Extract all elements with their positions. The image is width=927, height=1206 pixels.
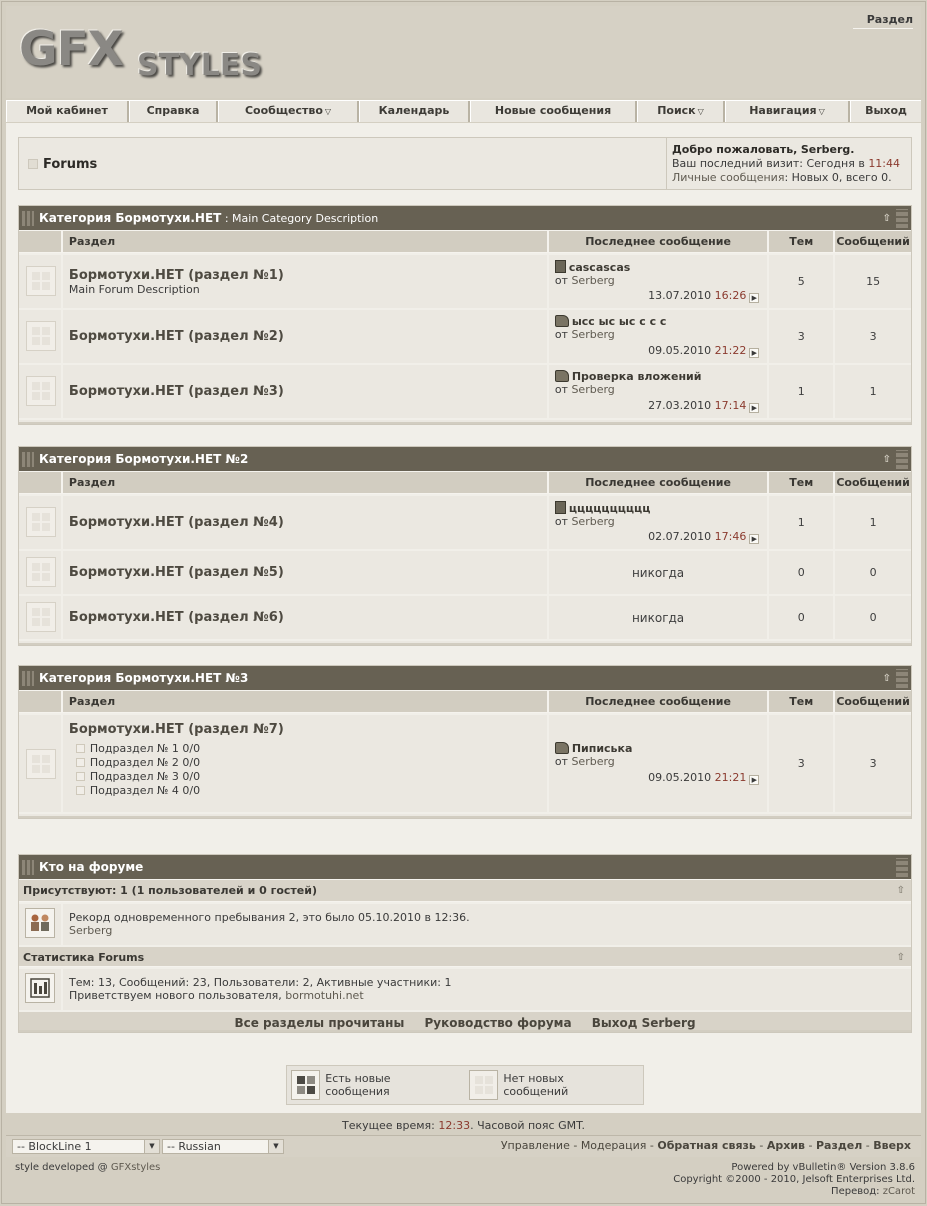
header-threads: Тем — [769, 691, 835, 712]
language-select[interactable] — [162, 1139, 284, 1154]
last-post-cell — [549, 255, 770, 308]
last-post-never: никогда — [549, 551, 770, 594]
posts-count: 1 — [835, 365, 911, 418]
category-description: : Main Category Description — [221, 212, 379, 225]
subforum-item[interactable] — [76, 784, 547, 798]
page — [1, 1, 926, 1204]
new-user-link[interactable]: bormotuhi.net — [285, 989, 364, 1002]
category-footer — [19, 812, 911, 818]
doc-icon — [555, 501, 566, 514]
navbar-welcome-box — [18, 137, 912, 190]
header-forum: Раздел — [63, 472, 549, 493]
forum-status-cell — [19, 715, 63, 812]
category-footer — [19, 639, 911, 645]
powered-by: Powered by vBulletin® Version 3.8.6 — [731, 1162, 915, 1173]
posts-count: 15 — [835, 255, 911, 308]
welcome-username[interactable]: Serberg — [800, 143, 851, 156]
posts-count: 1 — [835, 496, 911, 549]
header-last-post: Последнее сообщение — [549, 231, 770, 252]
category-footer — [19, 418, 911, 424]
last-post-author[interactable]: Serberg — [571, 515, 615, 528]
moderation-link[interactable]: Модерация — [580, 1139, 647, 1152]
nav-new-posts[interactable] — [470, 101, 637, 122]
new-posts-icon — [291, 1070, 320, 1100]
forum-status-cell — [19, 496, 63, 549]
posts-count: 3 — [835, 310, 911, 363]
collapse-icon[interactable]: ⇧ — [896, 952, 905, 963]
forum-title-link[interactable]: Бормотухи.НЕТ (раздел №1) — [68, 268, 284, 283]
forum-actions-bar — [19, 1010, 911, 1032]
present-count[interactable]: Присутствуют: 1 (1 пользователей и 0 гостей) — [23, 884, 317, 897]
subforum-item[interactable] — [76, 756, 547, 770]
stats-header — [19, 945, 911, 967]
timezone-label: . Часовой пояс GMT. — [470, 1119, 585, 1132]
whos-online-title[interactable]: Кто на форуме — [39, 860, 144, 874]
last-post-cell — [549, 310, 770, 363]
header-posts: Сообщений — [836, 476, 910, 489]
no-new-posts-icon — [469, 1070, 498, 1100]
dropdown-arrow-icon: ▽ — [324, 107, 332, 116]
separator: - — [646, 1139, 658, 1152]
doc-icon — [555, 260, 566, 273]
forum-row — [19, 363, 911, 418]
top-section-link[interactable]: Раздел — [853, 13, 913, 29]
style-credit-prefix: style developed @ — [15, 1162, 108, 1173]
go-to-post-icon[interactable]: ▶ — [749, 534, 759, 544]
dropdown-arrow-icon: ▽ — [818, 107, 825, 116]
by-label: от — [554, 328, 568, 341]
nav-label: Навигация — [749, 104, 817, 117]
posts-count: 0 — [835, 551, 911, 594]
forum-title-link[interactable]: Бормотухи.НЕТ (раздел №5) — [68, 565, 284, 580]
subforum-label: Подраздел № 1 0/0 — [89, 742, 201, 755]
go-to-post-icon[interactable]: ▶ — [749, 775, 759, 785]
forum-status-cell — [19, 596, 63, 639]
last-post-title[interactable]: Проверка вложений — [571, 370, 702, 383]
last-post-date: 09.05.2010 — [648, 344, 712, 357]
forum-description: Main Forum Description — [68, 283, 200, 296]
no-new-posts-label: Нет новых сообщений — [503, 1072, 569, 1098]
last-post-date: 02.07.2010 — [648, 530, 712, 543]
private-messages-link[interactable]: Личные сообщения — [672, 171, 785, 184]
forum-status-cell — [19, 365, 63, 418]
icon-cell — [19, 969, 63, 1010]
threads-count: 5 — [769, 255, 835, 308]
copyright: Copyright ©2000 - 2010, Jelsoft Enterprises Ltd. — [673, 1174, 915, 1185]
navbar — [6, 100, 921, 122]
collapse-icon[interactable]: ⇧ — [882, 213, 891, 224]
mark-all-read-link[interactable]: Все разделы прочитаны — [234, 1016, 405, 1030]
header-last-post: Последнее сообщение — [549, 691, 770, 712]
forum-old-icon — [26, 376, 56, 406]
current-time-label: Текущее время: — [341, 1119, 435, 1132]
forum-old-icon — [26, 557, 56, 587]
stats-text — [63, 969, 911, 1010]
category-block — [18, 665, 912, 819]
forum-title-link[interactable]: Бормотухи.НЕТ (раздел №3) — [68, 384, 284, 399]
thumb-icon — [555, 742, 569, 754]
forum-row — [19, 494, 911, 549]
logo[interactable] — [19, 22, 319, 92]
forum-status-cell — [19, 551, 63, 594]
forum-title-link[interactable]: Бормотухи.НЕТ (раздел №6) — [68, 610, 284, 625]
posts-count: 0 — [835, 596, 911, 639]
forum-old-icon — [26, 507, 56, 537]
category-header — [19, 206, 911, 231]
content-area — [6, 123, 921, 1132]
header-last-post: Последнее сообщение — [549, 472, 770, 493]
nav-logout[interactable] — [850, 101, 921, 122]
last-post-author[interactable]: Serberg — [571, 755, 615, 768]
header-threads: Тем — [769, 231, 835, 252]
separator: - — [805, 1139, 816, 1152]
last-post-title[interactable]: cascascas — [568, 261, 631, 274]
admin-link[interactable]: Управление — [500, 1139, 570, 1152]
private-messages-count: : Новых 0, всего 0. — [784, 171, 892, 184]
last-post-never: никогда — [549, 596, 770, 639]
bottom-bar — [6, 1135, 921, 1157]
header-forum: Раздел — [63, 231, 549, 252]
last-post-time: 21:22 — [714, 344, 747, 357]
header-threads: Тем — [769, 472, 835, 493]
forum-name-cell — [63, 715, 549, 812]
welcome-greeting: Добро пожаловать, — [672, 143, 798, 156]
forum-row — [19, 713, 911, 812]
subforum-icon — [76, 786, 85, 795]
threads-count: 3 — [769, 310, 835, 363]
forum-name-cell — [63, 596, 549, 639]
separator: - — [569, 1139, 581, 1152]
chevron-down-icon: ▼ — [268, 1140, 283, 1153]
last-post-cell — [549, 715, 770, 812]
archive-link[interactable]: Архив — [766, 1139, 805, 1152]
last-post-date: 09.05.2010 — [648, 771, 712, 784]
go-to-post-icon[interactable]: ▶ — [749, 403, 759, 413]
header-icon-col — [19, 691, 63, 712]
by-label: от — [554, 274, 568, 287]
last-post-title[interactable]: Пиписька — [571, 742, 633, 755]
category-title[interactable]: Категория Бормотухи.НЕТ №3 — [39, 671, 249, 685]
forum-old-icon — [26, 749, 56, 779]
last-post-time: 17:46 — [714, 530, 747, 543]
whos-online-block — [18, 854, 912, 1033]
threads-count: 1 — [769, 365, 835, 418]
grip-icon — [22, 671, 34, 686]
grip-icon — [896, 669, 908, 688]
nav-community[interactable] — [218, 101, 359, 122]
forum-name-cell — [63, 496, 549, 549]
copyright-block — [673, 1162, 915, 1198]
last-visit-time: 11:44 — [868, 157, 901, 170]
contact-link[interactable]: Обратная связь — [657, 1139, 756, 1152]
subforum-label: Подраздел № 4 0/0 — [89, 784, 201, 797]
forum-status-cell — [19, 255, 63, 308]
chevron-down-icon: ▼ — [144, 1140, 159, 1153]
grip-icon — [22, 860, 34, 875]
subforum-icon — [76, 772, 85, 781]
online-record-text — [63, 904, 911, 945]
translator-link[interactable]: zCarot — [882, 1186, 915, 1197]
nav-my-cabinet[interactable] — [6, 101, 129, 122]
subforum-item[interactable] — [76, 770, 547, 784]
forum-title-link[interactable]: Бормотухи.НЕТ (раздел №7) — [68, 722, 284, 737]
grip-icon — [896, 209, 908, 228]
stats-row — [19, 967, 911, 1010]
subforum-icon — [76, 758, 85, 767]
threads-count: 0 — [769, 596, 835, 639]
header-posts: Сообщений — [836, 235, 910, 248]
forum-status-cell — [19, 310, 63, 363]
dropdown-arrow-icon: ▽ — [697, 107, 704, 116]
go-to-post-icon[interactable]: ▶ — [749, 348, 759, 358]
welcome-dot: . — [850, 143, 855, 156]
collapse-icon[interactable]: ⇧ — [882, 673, 891, 684]
users-icon — [25, 908, 55, 938]
logo-gfx: GFX — [19, 22, 123, 77]
whos-online-header — [19, 855, 911, 880]
forum-old-icon — [26, 321, 56, 351]
forum-name-cell — [63, 365, 549, 418]
nav-label: Выход — [865, 104, 907, 117]
subforum-item[interactable] — [76, 742, 547, 756]
category-header — [19, 447, 911, 472]
forum-home-icon[interactable] — [28, 159, 38, 169]
header-forum: Раздел — [63, 691, 549, 712]
grip-icon — [896, 450, 908, 469]
present-header — [19, 880, 911, 902]
forum-row — [19, 549, 911, 594]
thumb-icon — [555, 315, 569, 327]
nav-navigation[interactable] — [725, 101, 850, 122]
separator: - — [862, 1139, 874, 1152]
forum-old-icon — [26, 266, 56, 296]
current-time-value: 12:33 — [438, 1119, 471, 1132]
table-header — [19, 472, 911, 494]
stats-line: Тем: 13, Сообщений: 23, Пользователи: 2, Активные участники: 1 — [69, 976, 452, 989]
nav-calendar[interactable] — [359, 101, 470, 122]
forum-name-cell — [63, 255, 549, 308]
threads-count: 1 — [769, 496, 835, 549]
nav-label: Новые сообщения — [494, 104, 612, 117]
header — [6, 6, 921, 98]
breadcrumb — [19, 138, 667, 189]
top-link[interactable]: Вверх — [873, 1139, 911, 1152]
last-post-time: 17:14 — [714, 399, 747, 412]
last-post-date: 13.07.2010 — [648, 289, 712, 302]
table-header — [19, 691, 911, 713]
by-label: от — [554, 755, 568, 768]
new-posts-label: Есть новые сообщения — [325, 1072, 391, 1098]
last-post-title[interactable]: ысс ыс ыс с с с — [571, 315, 667, 328]
last-post-time: 21:21 — [714, 771, 747, 784]
footer-links — [501, 1139, 911, 1152]
icon-cell — [19, 904, 63, 945]
current-time — [6, 1119, 921, 1132]
by-label: от — [554, 383, 568, 396]
header-icon-col — [19, 472, 63, 493]
online-user-link[interactable]: Serberg — [69, 924, 113, 937]
forum-title-link[interactable]: Бормотухи.НЕТ (раздел №4) — [68, 515, 284, 530]
forum-old-icon — [26, 602, 56, 632]
forum-row — [19, 594, 911, 639]
language-select-value: -- Russian — [167, 1140, 221, 1153]
forum-row — [19, 308, 911, 363]
welcome-panel — [667, 138, 911, 189]
stats-icon — [25, 973, 55, 1003]
category-block — [18, 446, 912, 646]
collapse-icon[interactable]: ⇧ — [896, 885, 905, 896]
last-post-author[interactable]: Serberg — [571, 274, 615, 287]
subforum-list — [69, 742, 547, 798]
last-post-time: 16:26 — [714, 289, 747, 302]
stats-title: Статистика Forums — [23, 951, 145, 964]
forum-name-cell — [63, 310, 549, 363]
nav-help[interactable] — [129, 101, 218, 122]
nav-label: Мой кабинет — [26, 104, 108, 117]
header-posts: Сообщений — [836, 695, 910, 708]
page-title[interactable]: Forums — [43, 157, 98, 172]
category-title[interactable]: Категория Бормотухи.НЕТ — [39, 211, 222, 225]
nav-label: Сообщество — [244, 104, 323, 117]
last-post-cell — [549, 496, 770, 549]
go-to-post-icon[interactable]: ▶ — [749, 293, 759, 303]
nav-label: Поиск — [657, 104, 696, 117]
last-post-author[interactable]: Serberg — [571, 328, 615, 341]
style-credit — [15, 1162, 160, 1173]
by-label: от — [554, 515, 568, 528]
grip-icon — [22, 211, 34, 226]
style-select[interactable] — [12, 1139, 160, 1154]
last-post-author[interactable]: Serberg — [571, 383, 615, 396]
nav-search[interactable] — [637, 101, 725, 122]
separator: - — [755, 1139, 767, 1152]
subforum-icon — [76, 744, 85, 753]
style-select-value: -- BlockLine 1 — [17, 1140, 92, 1153]
welcome-new-user-label: Приветствуем нового пользователя, — [69, 989, 282, 1002]
forum-row — [19, 253, 911, 308]
last-visit-label: Ваш последний визит: Сегодня в — [672, 157, 865, 170]
last-post-date: 27.03.2010 — [648, 399, 712, 412]
threads-count: 0 — [769, 551, 835, 594]
table-header — [19, 231, 911, 253]
grip-icon — [22, 452, 34, 467]
gfxstyles-link[interactable]: GFXstyles — [110, 1162, 161, 1173]
logo-styles: STYLES — [137, 48, 263, 83]
online-record-row — [19, 902, 911, 945]
forum-guide-link[interactable]: Руководство форума — [424, 1016, 572, 1030]
collapse-icon[interactable]: ⇧ — [882, 454, 891, 465]
category-title[interactable]: Категория Бормотухи.НЕТ №2 — [39, 452, 249, 466]
category-header — [19, 666, 911, 691]
icon-legend — [286, 1065, 644, 1105]
header-icon-col — [19, 231, 63, 252]
subforum-label: Подраздел № 3 0/0 — [89, 770, 201, 783]
last-post-title[interactable]: цццццццццц — [568, 502, 651, 515]
nav-label: Справка — [146, 104, 200, 117]
last-post-cell — [549, 365, 770, 418]
nav-label: Календарь — [378, 104, 450, 117]
subforum-label: Подраздел № 2 0/0 — [89, 756, 201, 769]
record-line: Рекорд одновременного пребывания 2, это было 05.10.2010 в 12:36. — [69, 911, 470, 924]
forum-title-link[interactable]: Бормотухи.НЕТ (раздел №2) — [68, 329, 284, 344]
translation-label: Перевод: — [831, 1186, 880, 1197]
logout-user-link[interactable]: Выход Serberg — [591, 1016, 696, 1030]
grip-icon — [896, 858, 908, 877]
category-block — [18, 205, 912, 425]
posts-count: 3 — [835, 715, 911, 812]
section-link[interactable]: Раздел — [815, 1139, 863, 1152]
thumb-icon — [555, 370, 569, 382]
threads-count: 3 — [769, 715, 835, 812]
forum-name-cell — [63, 551, 549, 594]
